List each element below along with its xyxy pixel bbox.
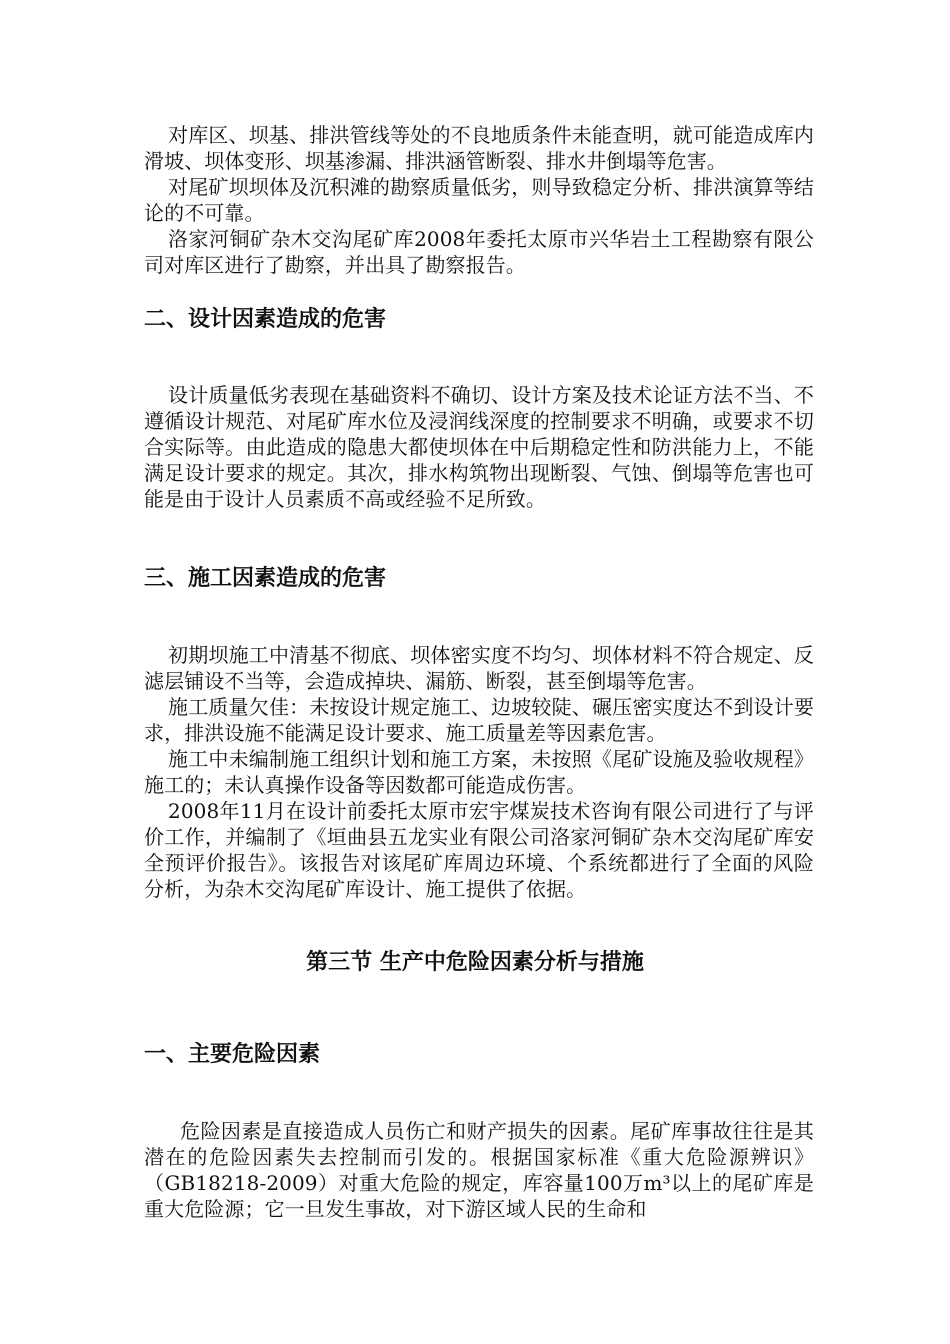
- heading-construction-factors: 三、施工因素造成的危害: [144, 566, 387, 591]
- heading-design-factors: 二、设计因素造成的危害: [144, 307, 387, 332]
- paragraph-geology: 对库区、坝基、排洪管线等处的不良地质条件未能查明，就可能造成库内滑坡、坝体变形、坝基渗漏、排洪涵管断裂、排水井倒塌等危害。: [144, 123, 814, 173]
- paragraph-construction-plan: 施工中未编制施工组织计划和施工方案，未按照《尾矿设施及验收规程》施工的；未认真操作设备等因数都可能造成伤害。: [144, 747, 814, 797]
- paragraph-initial-dam: 初期坝施工中清基不彻底、坝体密实度不均匀、坝体材料不符合规定、反滤层铺设不当等，会造成掉块、漏筋、断裂，甚至倒塌等危害。: [144, 643, 814, 693]
- paragraph-design: 设计质量低劣表现在基础资料不确切、设计方案及技术论证方法不当、不遵循设计规范、对尾矿库水位及浸润线深度的控制要求不明确，或要求不切合实际等。由此造成的隐患大都使坝体在中后期稳定性和防洪能力上，不能满足设计要求的规定。其次，排水构筑物出现断裂、气蚀、倒塌等危害也可能是由于设计人员素质不高或经验不足所致。: [144, 383, 814, 511]
- paragraph-pre-evaluation: 2008年11月在设计前委托太原市宏宇煤炭技术咨询有限公司进行了与评价工作，并编制了《垣曲县五龙实业有限公司洛家河铜矿杂木交沟尾矿库安全预评价报告》。该报告对该尾矿库周边环境、个系统都进行了全面的风险分析，为杂木交沟尾矿库设计、施工提供了依据。: [144, 799, 814, 901]
- paragraph-construction-quality: 施工质量欠佳：未按设计规定施工、边坡较陡、碾压密实度达不到设计要求，排洪设施不能满足设计要求、施工质量差等因素危害。: [144, 695, 814, 745]
- section-title: 第三节 生产中危险因素分析与措施: [306, 950, 644, 975]
- paragraph-survey-quality: 对尾矿坝坝体及沉积滩的勘察质量低劣，则导致稳定分析、排洪演算等结论的不可靠。: [144, 175, 814, 225]
- heading-main-risk-factors: 一、主要危险因素: [144, 1042, 321, 1067]
- paragraph-survey-report: 洛家河铜矿杂木交沟尾矿库2008年委托太原市兴华岩土工程勘察有限公司对库区进行了勘察，并出具了勘察报告。: [144, 227, 814, 277]
- paragraph-main-risk: 危险因素是直接造成人员伤亡和财产损失的因素。尾矿库事故往往是其潜在的危险因素失去控制而引发的。根据国家标准《重大危险源辨识》（GB18218-2009）对重大危险的规定，库容量100万m³以上的尾矿库是重大危险源；它一旦发生事故，对下游区域人民的生命和: [144, 1119, 814, 1221]
